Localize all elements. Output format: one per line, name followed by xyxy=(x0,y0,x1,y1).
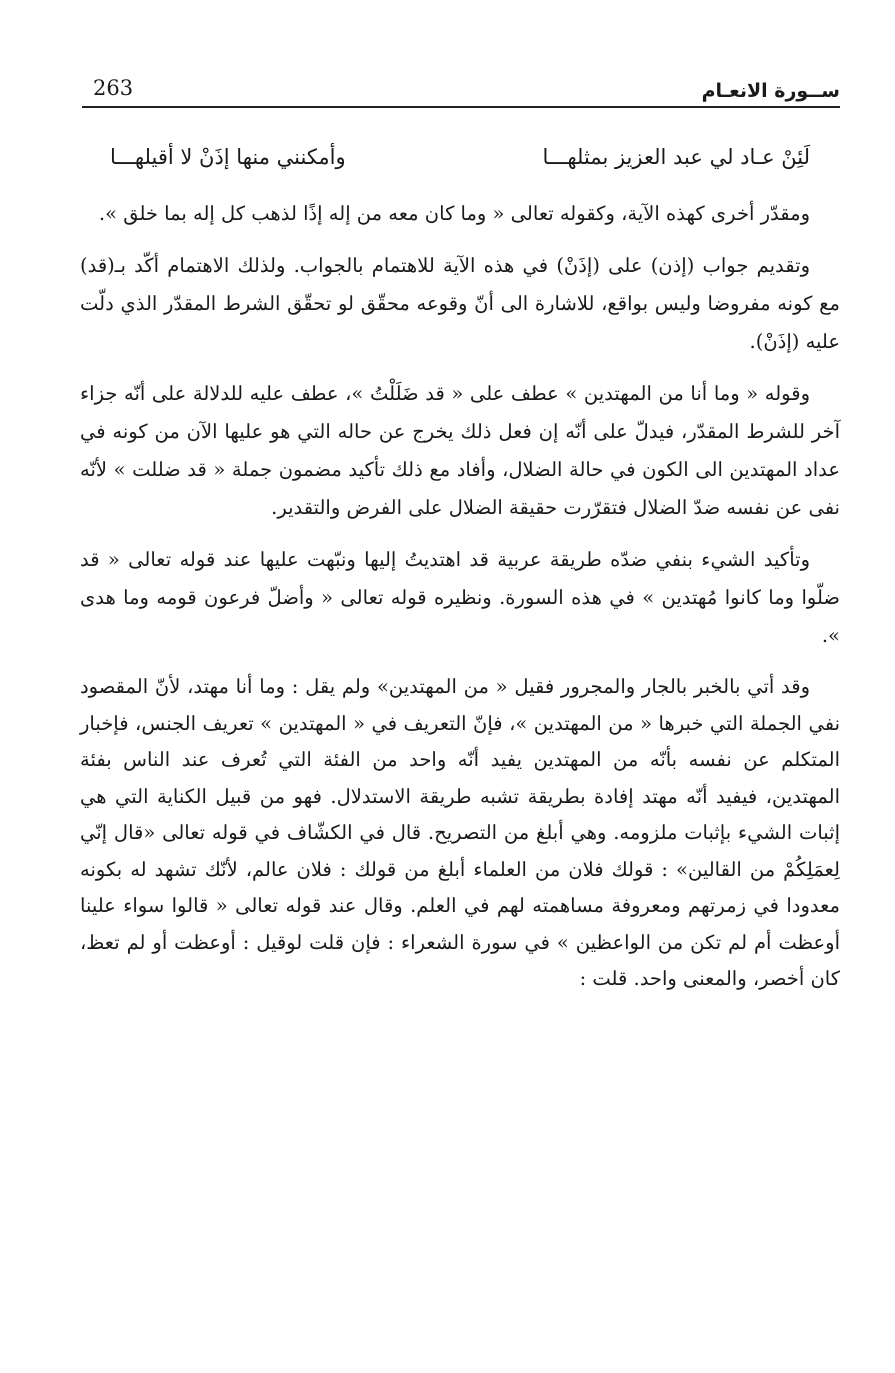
paragraph: وتأكيد الشيء بنفي ضدّه طريقة عربية قد اهتديتُ إليها ونبّهت عليها عند قوله تعالى « قد ضلّوا وما كانوا مُهتدين » في هذه السورة. ونظيره قوله تعالى « وأضلّ فرعون قومه وما هدى ». xyxy=(80,548,840,647)
paragraph: ومقدّر أخرى كهذه الآية، وكقوله تعالى « وما كان معه من إله إذًا لذهب كل إله بما خلق ». xyxy=(98,202,810,225)
paragraph: وقد أتي بالخبر بالجار والمجرور فقيل « من المهتدين» ولم يقل : وما أنا مهتد، لأنّ المقصود نفي الجملة التي خبرها « من المهتدين »، فإنّ التعريف في « المهتدين » تعريف الجنس، فإخبار المتكلم عن نفسه بأنّه من المهتدين يفيد أنّه واحد من الفئة التي تُعرف عند الناس بفئة المهتدين، فيفيد أنّه مهتد إفادة بطريقة تشبه طريقة الاستدلال. فهو من قبيل الكناية التي هي إثبات الشيء بإثبات ملزومه. وهي أبلغ من التصريح. قال في الكشّاف في قوله تعالى «قال إنّي لِعمَلِكُمْ من القالين» : قولك فلان من العلماء أبلغ من قولك : فلان عالم، لأنّك تشهد له بكونه معدودا في زمرتهم ومعروفة مساهمته لهم في العلم. وقال عند قوله تعالى « قالوا سواء علينا أوعظت أم لم تكن من الواعظين » في سورة الشعراء : فإن قلت لوقيل : أوعظت أو لم تعظ، كان أخصر، والمعنى واحد. قلت : xyxy=(80,675,840,990)
paragraph: وتقديم جواب (إذن) على (إذَنْ) في هذه الآية للاهتمام بالجواب. ولذلك الاهتمام أكّد بـ(قد) مع كونه مفروضا وليس بواقع، للاشارة الى أنّ وقوعه محقّق لو تحقّق الشرط المقدّر الذي دلّت عليه (إذَنْ). xyxy=(80,254,840,353)
verse-hemistich-left: وأمكنني منها إذَنْ لا أقيلهـــا xyxy=(110,145,346,169)
verse-hemistich-right: لَئِنْ عـاد لي عبد العزيز بمثلهـــا xyxy=(542,145,810,169)
paragraph: وقوله « وما أنا من المهتدين » عطف على « قد ضَلَلْتُ »، عطف عليه للدلالة على أنّه جزاء آخر للشرط المقدّر، فيدلّ على أنّه إن فعل ذلك يخرج عن حاله التي هو عليها الآن من كونه في عداد المهتدين الى الكون في حالة الضلال، وأفاد مع ذلك تأكيد مضمون جملة « قد ضللت » لأنّه نفى عن نفسه ضدّ الضلال فتقرّرت حقيقة الضلال على الفرض والتقدير. xyxy=(80,382,840,519)
header-rule xyxy=(82,106,840,108)
poetry-verse xyxy=(110,140,810,174)
body-text xyxy=(80,195,840,1012)
page-number: 263 xyxy=(93,76,134,100)
running-head-title: ســورة الانعـام xyxy=(701,80,840,102)
